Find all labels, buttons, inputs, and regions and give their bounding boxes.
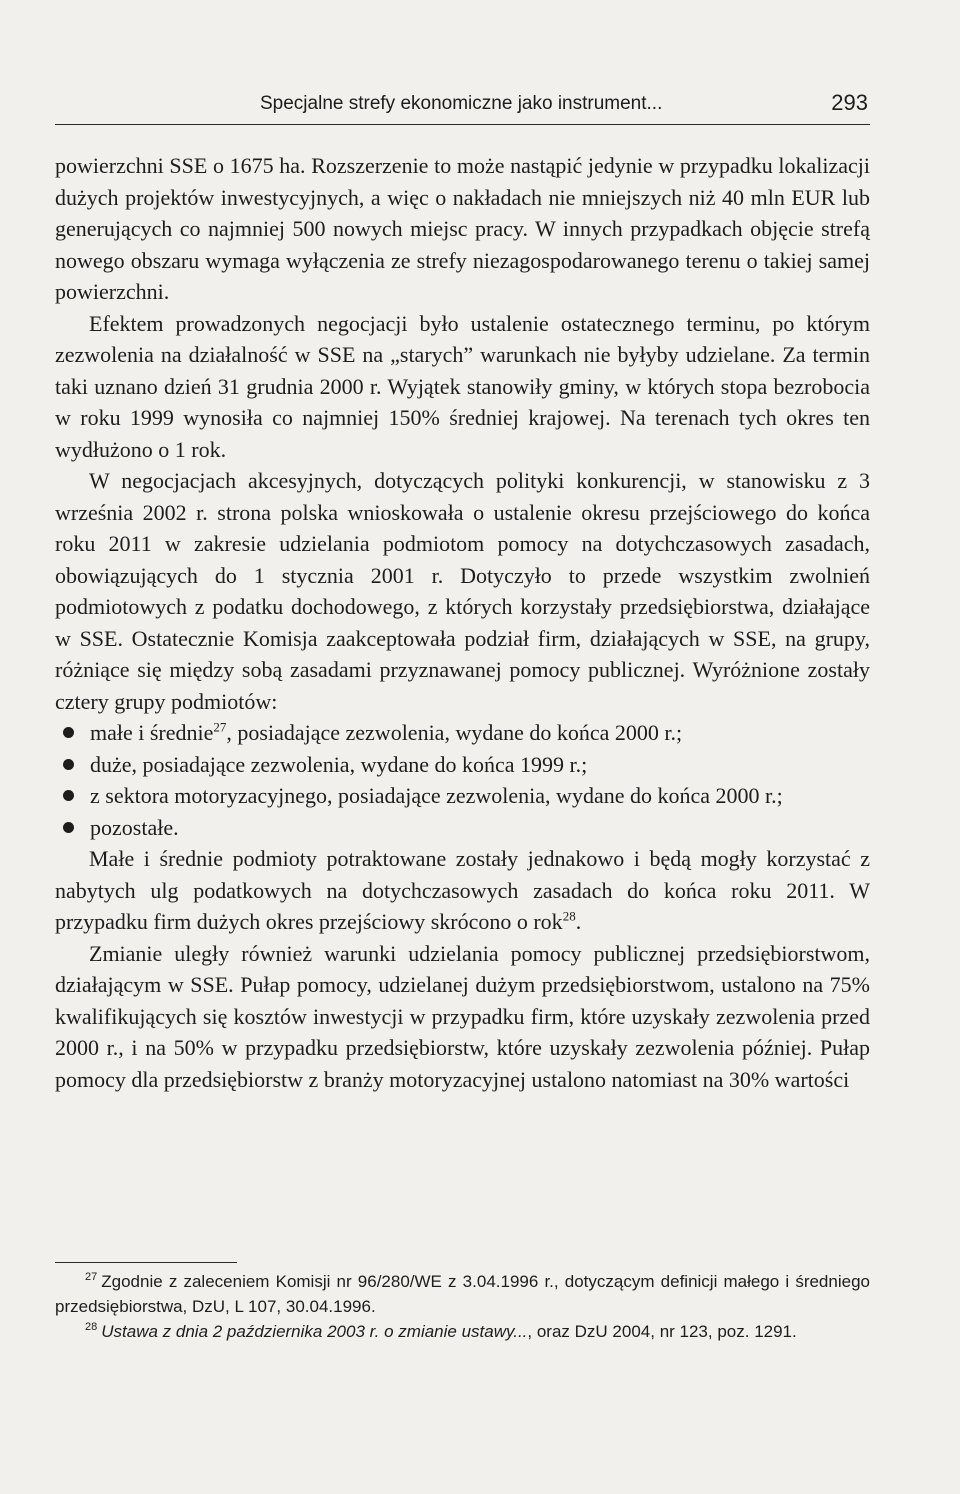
footnote-text: Zgodnie z zaleceniem Komisji nr 96/280/WE z 3.04.1996 r., dotyczącym definicji małego i średniego przedsiębiorstwa, DzU, L 107, 30.04.1996. [55, 1272, 870, 1316]
paragraph: W negocjacjach akcesyjnych, dotyczących polityki konkurencji, w stanowisku z 3 września 2002 r. strona polska wnioskowała o ustalenie okresu przejściowego do końca roku 2011 w zakresie udzielania podmiotom pomocy na dotychczasowych zasadach, obowiązujących do 1 stycznia 2001 r. Dotyczyło to przede wszystkim zwolnień podmiotowych z podatku dochodowego, z których korzystały przedsiębiorstwa, działające w SSE. Ostatecznie Komisja zaakceptowała podział firm, działających w SSE, na grupy, różniące się między sobą zasadami przyznawanej pomocy publicznej. Wyróżnione zostały cztery grupy podmiotów: [55, 468, 870, 714]
bullet-item [55, 780, 870, 812]
bullet-icon [63, 759, 74, 770]
bullet-icon [63, 790, 74, 801]
footnote-ref: 28 [562, 908, 576, 924]
bullet-icon [63, 727, 74, 738]
footnote [55, 1269, 870, 1319]
bullet-item [55, 812, 870, 844]
bullet-text: z sektora motoryzacyjnego, posiadające zezwolenia, wydane do końca 2000 r.; [90, 783, 783, 808]
running-header [55, 92, 870, 125]
footnote [55, 1319, 870, 1344]
bullet-text: pozostałe. [90, 814, 179, 840]
footnote-text: , oraz DzU 2004, nr 123, poz. 1291. [527, 1322, 797, 1341]
bullet-item [55, 717, 870, 749]
footnote-divider [55, 1262, 237, 1263]
paragraph-text-tail: . [575, 909, 582, 934]
footnotes [55, 1269, 870, 1344]
footnote-mark: 27 [85, 1271, 98, 1284]
bullet-icon [63, 822, 74, 833]
bullet-text: małe i średnie [90, 720, 214, 745]
page-number: 293 [831, 90, 868, 115]
paragraph: powierzchni SSE o 1675 ha. Rozszerzenie to może nastąpić jedynie w przypadku lokalizacji dużych projektów inwestycyjnych, a więc o nakładach nie mniejszych niż 40 mln EUR lub generujących co najmniej 500 nowych miejsc pracy. W innych przypadkach objęcie strefą nowego obszaru wymaga wyłączenia ze strefy niezagospodarowanego terenu o takiej samej powierzchni. [55, 153, 870, 304]
paragraph [55, 938, 870, 1096]
bullet-text: duże, posiadające zezwolenia, wydane do końca 1999 r.; [90, 751, 588, 777]
document-page [55, 0, 870, 1494]
body-text [55, 150, 870, 1095]
paragraph: Efektem prowadzonych negocjacji było ustalenie ostatecznego terminu, po którym zezwolenia na działalność w SSE na „starych” warunkach nie byłyby udzielane. Za termin taki uznano dzień 31 grudnia 2000 r. Wyjątek stanowiły gminy, w których stopa bezrobocia w roku 1999 wynosiła co najmniej 150% średniej krajowej. Na terenach tych okres ten wydłużono o 1 rok. [55, 310, 870, 462]
paragraph-text: Małe i średnie podmioty potraktowane zostały jednakowo i będą mogły korzystać z nabytych ulg podatkowych na dotychczasowych zasadach do końca roku 2011. W przypadku firm dużych okres przejściowy skrócono o rok [55, 846, 870, 934]
footnote-ref: 27 [213, 719, 227, 735]
bullet-item [55, 749, 870, 781]
footnote-citation: Ustawa z dnia 2 października 2003 r. o zmianie ustawy... [101, 1322, 528, 1341]
bullet-text-tail: , posiadające zezwolenia, wydane do końca 2000 r.; [226, 720, 683, 745]
running-title: Specjalne strefy ekonomiczne jako instrument... [260, 93, 663, 114]
paragraph-text: Zmianie uległy również warunki udzielania pomocy publicznej przedsiębiorstwom, działającym w SSE. Pułap pomocy, udzielanej dużym przedsiębiorstwom, ustalono na 75% kwalifikujących się kosztów inwestycji w przypadku firm, które uzyskały zezwolenia przed 2000 r., i na 50% w przypadku przedsiębiorstw, które uzyskały zezwolenia później. Pułap pomocy dla przedsiębiorstw z branży motoryzacyjnej ustalono natomiast na 30% wartości [55, 940, 870, 1092]
footnote-mark: 28 [85, 1321, 98, 1334]
paragraph [55, 843, 870, 938]
